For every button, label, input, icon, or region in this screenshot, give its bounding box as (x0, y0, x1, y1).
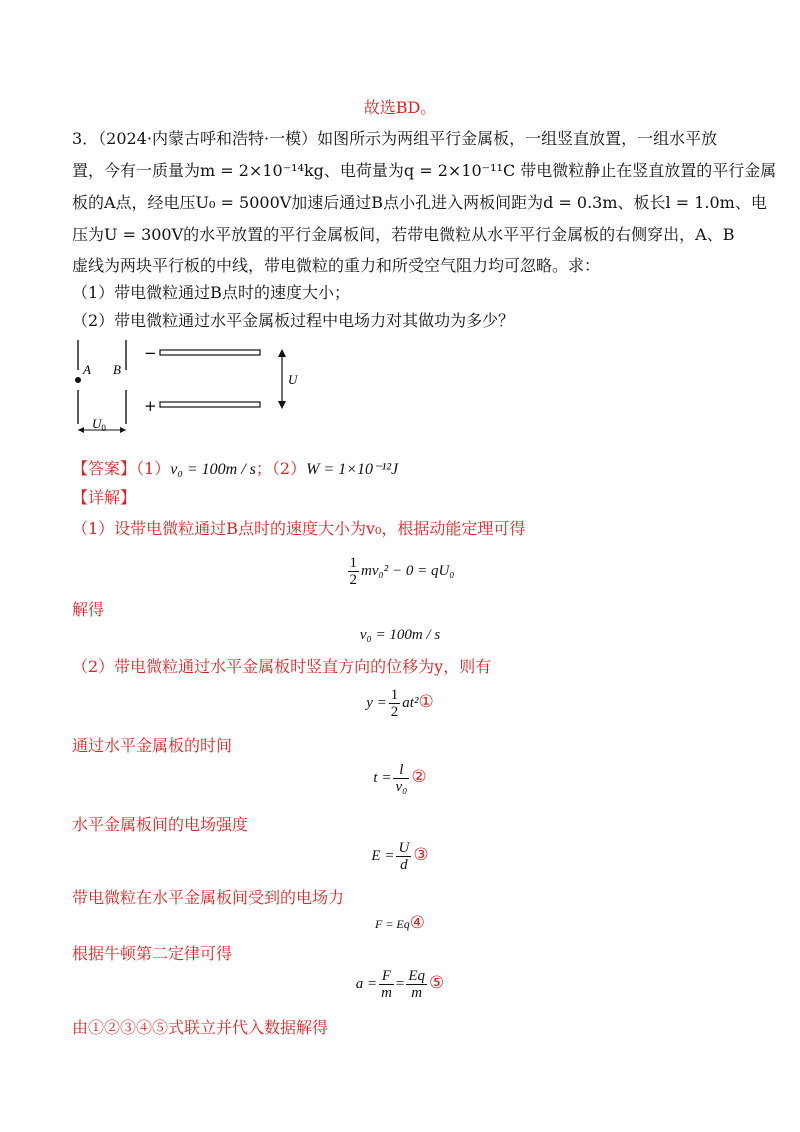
label-b: B (113, 362, 121, 377)
solution-step-2: 解得 (72, 600, 105, 619)
top-plate (160, 350, 260, 355)
answer-tag: 【答案】 (72, 459, 137, 478)
label-u0: $U_0$ (92, 416, 106, 433)
question-line-3: 板的A点，经电压U₀ = 5000V加速后通过B点小孔进入两板间距为d = 0.3m、板长l = 1.0m、电 (72, 193, 767, 212)
detail-tag: 【详解】 (72, 488, 137, 507)
label-minus: − (144, 344, 157, 362)
solution-step-7: 根据牛顿第二定律可得 (72, 944, 233, 963)
solution-step-3: （2）带电微粒通过水平金属板时竖直方向的位移为y，则有 (72, 657, 492, 676)
vertical-plates (78, 340, 126, 424)
equation-4: t = $\frac{l}{\text{v₀}}$ ② (373, 762, 427, 795)
answer-line: 【答案】（1）v₀ = 100m / s；（2）W = 1×10⁻¹²J (72, 459, 399, 478)
question-line-2: 置，今有一质量为m = 2×10⁻¹⁴kg、电荷量为q = 2×10⁻¹¹C 带电微粒静止在竖直放置的平行金属 (72, 161, 777, 180)
answer-w: W = 1×10⁻¹²J (306, 461, 399, 478)
question-line-1: 3．（2024·内蒙古呼和浩特·一模）如图所示为两组平行金属板，一组竖直放置，一组水平放 (72, 129, 718, 148)
question-line-5: 虚线为两块平行板的中线，带电微粒的重力和所受空气阻力均可忽略。求： (72, 256, 601, 275)
sub-question-1: （1）带电微粒通过B点时的速度大小； (72, 283, 350, 302)
label-a: A (83, 362, 91, 377)
label-u: U (288, 372, 298, 387)
voltage-u-arrow (278, 349, 286, 409)
solution-step-1: （1）设带电微粒通过B点时的速度大小为v₀，根据动能定理可得 (72, 519, 526, 538)
solution-step-4: 通过水平金属板的时间 (72, 736, 233, 755)
equation-5: E = $\frac{U}{d}$ ③ (371, 840, 429, 873)
label-plus: + (144, 397, 157, 415)
plates-diagram (68, 336, 298, 446)
equation-1: $\frac{1}{2}$ mv₀² − 0 = qU₀ (349, 555, 455, 588)
solution-step-6: 带电微粒在水平金属板间受到的电场力 (72, 888, 345, 907)
question-line-4: 压为U = 300V的水平放置的平行金属板间，若带电微粒从水平平行金属板的右侧穿出，A、B (72, 225, 735, 244)
solution-step-5: 水平金属板间的电场强度 (72, 815, 249, 834)
bottom-plate (160, 402, 260, 407)
equation-6: F = Eq④ (374, 913, 425, 933)
solution-step-8: 由①②③④⑤式联立并代入数据解得 (72, 1018, 329, 1037)
particle-dot (75, 377, 81, 383)
sub-question-2: （2）带电微粒通过水平金属板过程中电场力对其做功为多少？ (72, 311, 515, 330)
equation-3: y = $\frac{1}{2}$ at²① (366, 687, 434, 720)
previous-answer: 故选BD。 (363, 98, 437, 117)
equation-2: v₀ = 100m / s (359, 627, 441, 643)
answer-v0: v₀ = 100m / s (170, 461, 256, 478)
equation-7: a = $\frac{F}{m}$ = $\frac{Eq}{m}$ ⑤ (355, 968, 445, 1001)
